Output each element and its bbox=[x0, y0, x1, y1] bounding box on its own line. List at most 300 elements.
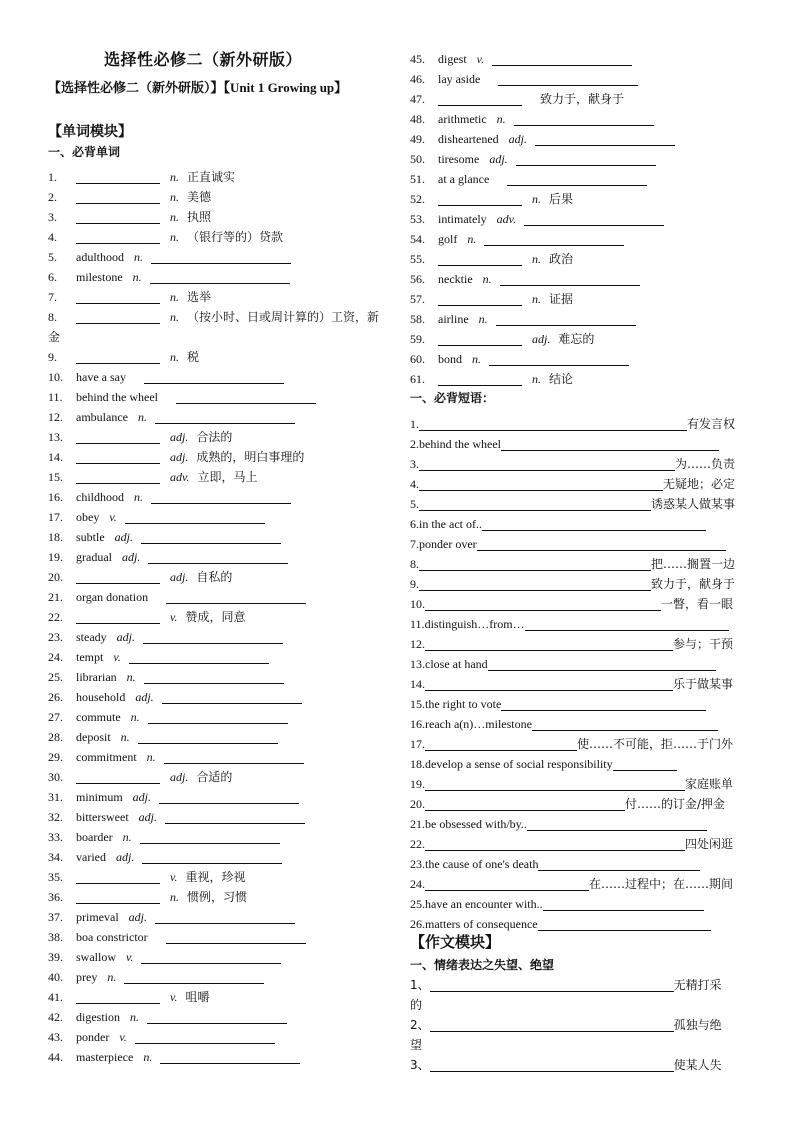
vocab-pos: adj. bbox=[115, 850, 135, 864]
vocab-pos: adj. bbox=[508, 132, 527, 146]
vocab-number: 3. bbox=[48, 210, 57, 224]
answer-blank[interactable] bbox=[76, 349, 160, 364]
vocab-number: 44. bbox=[48, 1050, 63, 1064]
vocab-word: lay aside bbox=[438, 72, 481, 86]
vocab-word: bittersweet bbox=[76, 810, 129, 824]
vocab-number: 5. bbox=[48, 250, 57, 264]
vocab-row bbox=[48, 607, 245, 627]
answer-blank[interactable] bbox=[176, 389, 316, 404]
vocab-number: 46. bbox=[410, 72, 425, 86]
vocab-pos: v. bbox=[476, 52, 485, 66]
phrase-text: in the act of.. bbox=[419, 517, 482, 531]
answer-blank[interactable] bbox=[430, 1057, 674, 1072]
answer-blank[interactable] bbox=[535, 131, 675, 146]
writing-heading: 一、情绪表达之失望、绝望 bbox=[410, 958, 555, 972]
phrase-text: behind the wheel bbox=[419, 437, 501, 451]
vocab-pos: n. bbox=[134, 250, 143, 264]
phrase-number: 26. bbox=[410, 917, 425, 931]
phrase-number: 7. bbox=[410, 537, 419, 551]
vocab-pos: n. bbox=[170, 890, 179, 904]
vocab-word: bond bbox=[438, 352, 462, 366]
vocab-pos: n. bbox=[126, 670, 136, 684]
vocab-row bbox=[410, 249, 573, 269]
vocab-number: 34. bbox=[48, 850, 63, 864]
vocab-pos: adj. bbox=[135, 690, 154, 704]
writing-meaning-cont: 的 bbox=[410, 998, 423, 1012]
answer-blank[interactable] bbox=[492, 51, 632, 66]
phrase-number: 9. bbox=[410, 577, 419, 591]
answer-blank[interactable] bbox=[76, 209, 160, 224]
vocab-pos: n. bbox=[130, 1010, 139, 1024]
vocab-number: 21. bbox=[48, 590, 63, 604]
vocab-pos: adj. bbox=[532, 332, 551, 346]
phrase-meaning: 在……过程中；在……期间 bbox=[589, 877, 734, 891]
answer-blank[interactable] bbox=[76, 469, 160, 484]
vocab-word: steady bbox=[76, 630, 107, 644]
answer-blank[interactable] bbox=[501, 436, 719, 451]
vocab-number: 20. bbox=[48, 570, 63, 584]
vocab-pos: adj. bbox=[170, 450, 189, 464]
answer-blank[interactable] bbox=[514, 111, 654, 126]
answer-blank[interactable] bbox=[141, 529, 281, 544]
vocab-pos: adv. bbox=[496, 212, 517, 226]
vocab-row bbox=[48, 547, 288, 567]
vocab-word: commute bbox=[76, 710, 121, 724]
vocab-row bbox=[48, 767, 232, 787]
vocab-row bbox=[48, 727, 278, 747]
vocab-number: 6. bbox=[48, 270, 57, 284]
vocab-meaning: （按小时、日或周计算的）工资，新金 bbox=[48, 310, 380, 344]
vocab-number: 18. bbox=[48, 530, 63, 544]
answer-blank[interactable] bbox=[76, 869, 160, 884]
vocab-word: disheartened bbox=[438, 132, 499, 146]
vocab-word: airline bbox=[438, 312, 469, 326]
answer-blank[interactable] bbox=[425, 676, 673, 691]
vocab-word: subtle bbox=[76, 530, 105, 544]
vocab-row bbox=[410, 269, 640, 289]
phrase-meaning: 家庭账单 bbox=[685, 777, 734, 791]
vocab-word: organ donation bbox=[76, 590, 149, 604]
answer-blank[interactable] bbox=[419, 556, 651, 571]
answer-blank[interactable] bbox=[507, 171, 647, 186]
vocab-row bbox=[48, 567, 232, 587]
phrase-meaning: 诱惑某人做某事 bbox=[651, 497, 736, 511]
vocab-word: household bbox=[76, 690, 126, 704]
answer-blank[interactable] bbox=[76, 429, 160, 444]
vocab-number: 60. bbox=[410, 352, 425, 366]
answer-blank[interactable] bbox=[142, 849, 282, 864]
vocab-row bbox=[48, 707, 288, 727]
answer-blank[interactable] bbox=[76, 609, 160, 624]
vocab-pos: n. bbox=[478, 312, 488, 326]
answer-blank[interactable] bbox=[425, 836, 685, 851]
vocab-number: 25. bbox=[48, 670, 63, 684]
vocab-pos: adv. bbox=[170, 470, 190, 484]
phrase-row bbox=[410, 894, 746, 914]
answer-blank[interactable] bbox=[525, 616, 729, 631]
phrase-number: 20. bbox=[410, 797, 425, 811]
phrase-row bbox=[410, 514, 746, 534]
vocab-word: tempt bbox=[76, 650, 104, 664]
phrase-text: the cause of one's death bbox=[425, 857, 539, 871]
answer-blank[interactable] bbox=[76, 569, 160, 584]
phrase-meaning: 四处闲逛 bbox=[685, 837, 734, 851]
vocab-number: 40. bbox=[48, 970, 63, 984]
vocab-number: 26. bbox=[48, 690, 63, 704]
phrase-meaning: 乐于做某事 bbox=[673, 677, 734, 691]
answer-blank[interactable] bbox=[419, 576, 651, 591]
writing-number: 3、 bbox=[410, 1058, 430, 1072]
answer-blank[interactable] bbox=[159, 789, 299, 804]
answer-blank[interactable] bbox=[419, 496, 651, 511]
vocab-row bbox=[410, 209, 664, 229]
vocab-pos: n. bbox=[130, 710, 140, 724]
answer-blank[interactable] bbox=[498, 71, 638, 86]
vocab-number: 9. bbox=[48, 350, 57, 364]
vocab-word: primeval bbox=[76, 910, 119, 924]
answer-blank[interactable] bbox=[488, 656, 717, 671]
phrase-row bbox=[410, 754, 746, 774]
phrase-number: 3. bbox=[410, 457, 419, 471]
answer-blank[interactable] bbox=[425, 776, 685, 791]
answer-blank[interactable] bbox=[76, 889, 160, 904]
vocab-word: ponder bbox=[76, 1030, 110, 1044]
phrase-number: 18. bbox=[410, 757, 425, 771]
answer-blank[interactable] bbox=[76, 169, 160, 184]
vocab-pos: adj. bbox=[170, 770, 189, 784]
phrase-row bbox=[410, 654, 746, 674]
answer-blank[interactable] bbox=[438, 331, 522, 346]
phrase-number: 21. bbox=[410, 817, 425, 831]
answer-blank[interactable] bbox=[164, 749, 304, 764]
answer-blank[interactable] bbox=[538, 856, 700, 871]
answer-blank[interactable] bbox=[124, 969, 264, 984]
answer-blank[interactable] bbox=[419, 476, 663, 491]
phrase-row bbox=[410, 854, 746, 874]
vocab-word: digest bbox=[438, 52, 467, 66]
vocab-meaning: 难忘的 bbox=[558, 332, 595, 346]
vocab-number: 54. bbox=[410, 232, 425, 246]
vocab-word: obey bbox=[76, 510, 100, 524]
answer-blank[interactable] bbox=[425, 796, 625, 811]
vocab-row bbox=[48, 867, 245, 887]
vocab-row bbox=[410, 229, 624, 249]
vocab-pos: n. bbox=[137, 410, 147, 424]
vocab-row bbox=[48, 807, 305, 827]
phrase-number: 19. bbox=[410, 777, 425, 791]
answer-blank[interactable] bbox=[500, 271, 640, 286]
vocab-row bbox=[410, 369, 573, 389]
section-writing: 【作文模块】 bbox=[410, 933, 501, 951]
answer-blank[interactable] bbox=[430, 977, 674, 992]
subtitle-suffix: 】 bbox=[334, 81, 348, 96]
phrase-meaning: 一瞥，看一眼 bbox=[661, 597, 734, 611]
answer-blank[interactable] bbox=[532, 716, 718, 731]
vocab-number: 47. bbox=[410, 92, 425, 106]
vocab-pos: n. bbox=[170, 210, 179, 224]
answer-blank[interactable] bbox=[438, 251, 522, 266]
writing-meaning: 使某人失 bbox=[673, 1058, 722, 1072]
answer-blank[interactable] bbox=[425, 876, 589, 891]
vocab-number: 11. bbox=[48, 390, 63, 404]
answer-blank[interactable] bbox=[425, 736, 577, 751]
vocab-row bbox=[48, 887, 247, 907]
vocab-meaning: 自私的 bbox=[196, 570, 233, 584]
vocab-number: 52. bbox=[410, 192, 425, 206]
vocab-pos: v. bbox=[109, 510, 117, 524]
vocab-number: 49. bbox=[410, 132, 425, 146]
phrase-row bbox=[410, 634, 746, 654]
answer-blank[interactable] bbox=[527, 816, 707, 831]
answer-blank[interactable] bbox=[144, 669, 284, 684]
vocab-meaning: 税 bbox=[187, 350, 200, 364]
phrase-meaning: 无疑地；必定 bbox=[663, 477, 736, 491]
vocab-pos: n. bbox=[496, 112, 506, 126]
answer-blank[interactable] bbox=[613, 756, 677, 771]
vocab-number: 27. bbox=[48, 710, 63, 724]
answer-blank[interactable] bbox=[419, 416, 687, 431]
vocab-heading: 一、必背单词 bbox=[48, 145, 121, 159]
phrase-number: 17. bbox=[410, 737, 425, 751]
vocab-pos: v. bbox=[119, 1030, 127, 1044]
answer-blank[interactable] bbox=[482, 516, 707, 531]
vocab-number: 23. bbox=[48, 630, 63, 644]
vocab-number: 33. bbox=[48, 830, 63, 844]
phrase-number: 11. bbox=[410, 617, 425, 631]
vocab-row bbox=[410, 169, 647, 189]
phrase-number: 14. bbox=[410, 677, 425, 691]
vocab-row bbox=[48, 847, 282, 867]
answer-blank[interactable] bbox=[148, 709, 288, 724]
vocab-number: 28. bbox=[48, 730, 63, 744]
vocab-pos: n. bbox=[472, 352, 481, 366]
answer-blank[interactable] bbox=[489, 351, 629, 366]
answer-blank[interactable] bbox=[141, 949, 281, 964]
vocab-number: 50. bbox=[410, 152, 425, 166]
phrase-row bbox=[410, 694, 746, 714]
vocab-pos: adj. bbox=[138, 810, 157, 824]
phrase-number: 25. bbox=[410, 897, 425, 911]
phrase-row bbox=[410, 534, 746, 554]
vocab-number: 8. bbox=[48, 310, 57, 324]
vocab-number: 58. bbox=[410, 312, 425, 326]
answer-blank[interactable] bbox=[538, 916, 712, 931]
answer-blank[interactable] bbox=[162, 689, 302, 704]
writing-row bbox=[410, 1015, 746, 1055]
answer-blank[interactable] bbox=[151, 489, 291, 504]
vocab-row bbox=[48, 427, 232, 447]
vocab-meaning: 咀嚼 bbox=[185, 990, 210, 1004]
answer-blank[interactable] bbox=[129, 649, 269, 664]
vocab-meaning: 惯例，习惯 bbox=[187, 890, 248, 904]
vocab-word: intimately bbox=[438, 212, 487, 226]
vocab-word: varied bbox=[76, 850, 106, 864]
answer-blank[interactable] bbox=[76, 449, 160, 464]
vocab-number: 19. bbox=[48, 550, 63, 564]
answer-blank[interactable] bbox=[155, 409, 295, 424]
section-vocab: 【单词模块】 bbox=[48, 124, 132, 140]
vocab-word: childhood bbox=[76, 490, 124, 504]
vocab-pos: n. bbox=[532, 192, 541, 206]
vocab-pos: v. bbox=[170, 610, 178, 624]
answer-blank[interactable] bbox=[543, 896, 705, 911]
vocab-row bbox=[410, 109, 654, 129]
vocab-row bbox=[48, 587, 306, 607]
answer-blank[interactable] bbox=[148, 549, 288, 564]
vocab-row bbox=[410, 189, 573, 209]
writing-meaning: 无精打采 bbox=[673, 978, 722, 992]
answer-blank[interactable] bbox=[524, 211, 664, 226]
answer-blank[interactable] bbox=[438, 91, 522, 106]
vocab-number: 12. bbox=[48, 410, 63, 424]
answer-blank[interactable] bbox=[165, 809, 305, 824]
vocab-number: 42. bbox=[48, 1010, 63, 1024]
vocab-meaning: 执照 bbox=[187, 210, 212, 224]
vocab-row bbox=[48, 447, 304, 467]
answer-blank[interactable] bbox=[155, 909, 295, 924]
answer-blank[interactable] bbox=[150, 269, 290, 284]
phrase-row bbox=[410, 714, 746, 734]
phrase-text: distinguish…from… bbox=[424, 617, 525, 631]
vocab-number: 24. bbox=[48, 650, 63, 664]
vocab-number: 38. bbox=[48, 930, 63, 944]
answer-blank[interactable] bbox=[160, 1049, 300, 1064]
answer-blank[interactable] bbox=[76, 189, 160, 204]
phrase-number: 1. bbox=[410, 417, 419, 431]
answer-blank[interactable] bbox=[125, 509, 265, 524]
answer-blank[interactable] bbox=[76, 989, 160, 1004]
vocab-row bbox=[410, 289, 573, 309]
vocab-number: 61. bbox=[410, 372, 425, 386]
vocab-row bbox=[48, 347, 199, 367]
vocab-word: gradual bbox=[76, 550, 112, 564]
answer-blank[interactable] bbox=[484, 231, 624, 246]
answer-blank[interactable] bbox=[166, 589, 306, 604]
answer-blank[interactable] bbox=[151, 249, 291, 264]
phrase-row bbox=[410, 414, 746, 434]
phrase-row bbox=[410, 454, 746, 474]
answer-blank[interactable] bbox=[419, 456, 675, 471]
subtitle bbox=[48, 78, 386, 99]
vocab-row bbox=[410, 149, 656, 169]
answer-blank[interactable] bbox=[516, 151, 656, 166]
writing-number: 2、 bbox=[410, 1018, 430, 1032]
answer-blank[interactable] bbox=[430, 1017, 674, 1032]
vocab-pos: n. bbox=[482, 272, 492, 286]
phrase-text: the right to vote bbox=[425, 697, 502, 711]
answer-blank[interactable] bbox=[143, 629, 283, 644]
answer-blank[interactable] bbox=[425, 636, 673, 651]
vocab-meaning: 致力于，献身于 bbox=[540, 92, 625, 106]
answer-blank[interactable] bbox=[140, 829, 280, 844]
phrase-row bbox=[410, 474, 746, 494]
vocab-row bbox=[410, 129, 675, 149]
vocab-word: librarian bbox=[76, 670, 117, 684]
phrase-meaning: 致力于，献身于 bbox=[651, 577, 736, 591]
vocab-row bbox=[48, 267, 290, 287]
vocab-row bbox=[48, 1027, 275, 1047]
vocab-pos: adj. bbox=[132, 790, 152, 804]
vocab-word: behind the wheel bbox=[76, 390, 158, 404]
vocab-meaning: 证据 bbox=[549, 292, 574, 306]
answer-blank[interactable] bbox=[147, 1009, 287, 1024]
phrase-text: develop a sense of social responsibility bbox=[425, 757, 613, 771]
answer-blank[interactable] bbox=[76, 309, 160, 324]
writing-meaning-cont: 望 bbox=[410, 1038, 423, 1052]
vocab-row bbox=[48, 287, 211, 307]
phrase-meaning: 参与；干预 bbox=[673, 637, 734, 651]
answer-blank[interactable] bbox=[76, 769, 160, 784]
vocab-row bbox=[48, 687, 302, 707]
vocab-row bbox=[48, 1007, 287, 1027]
vocab-number: 53. bbox=[410, 212, 425, 226]
writing-number: 1、 bbox=[410, 978, 430, 992]
answer-blank[interactable] bbox=[496, 311, 636, 326]
vocab-row bbox=[48, 407, 295, 427]
vocab-row bbox=[48, 307, 386, 347]
vocab-pos: n. bbox=[170, 230, 179, 244]
writing-meaning: 孤独与绝 bbox=[673, 1018, 722, 1032]
phrase-row bbox=[410, 794, 746, 814]
phrase-number: 6. bbox=[410, 517, 419, 531]
vocab-meaning: 成熟的，明白事理的 bbox=[196, 450, 305, 464]
vocab-row bbox=[48, 467, 257, 487]
vocab-row bbox=[410, 69, 638, 89]
phrase-row bbox=[410, 594, 746, 614]
vocab-row bbox=[48, 1047, 300, 1067]
vocab-row bbox=[48, 367, 284, 387]
answer-blank[interactable] bbox=[166, 929, 306, 944]
vocab-number: 31. bbox=[48, 790, 63, 804]
answer-blank[interactable] bbox=[76, 289, 160, 304]
subtitle-unit: Unit 1 Growing up bbox=[230, 80, 335, 95]
phrase-row bbox=[410, 734, 746, 754]
vocab-number: 51. bbox=[410, 172, 425, 186]
phrase-meaning: 把……搁置一边 bbox=[651, 557, 736, 571]
phrase-meaning: 付……的订金/押金 bbox=[625, 797, 726, 811]
answer-blank[interactable] bbox=[477, 536, 726, 551]
answer-blank[interactable] bbox=[425, 596, 661, 611]
answer-blank[interactable] bbox=[135, 1029, 275, 1044]
vocab-pos: n. bbox=[120, 730, 130, 744]
answer-blank[interactable] bbox=[438, 191, 522, 206]
vocab-word: boa constrictor bbox=[76, 930, 148, 944]
answer-blank[interactable] bbox=[501, 696, 705, 711]
vocab-meaning: 赞成，同意 bbox=[185, 610, 246, 624]
vocab-number: 1. bbox=[48, 170, 57, 184]
answer-blank[interactable] bbox=[438, 291, 522, 306]
vocab-pos: n. bbox=[170, 350, 179, 364]
vocab-word: golf bbox=[438, 232, 458, 246]
answer-blank[interactable] bbox=[144, 369, 284, 384]
vocab-row bbox=[410, 349, 629, 369]
phrase-number: 15. bbox=[410, 697, 425, 711]
vocab-word: masterpiece bbox=[76, 1050, 134, 1064]
vocab-pos: v. bbox=[113, 650, 121, 664]
phrase-number: 10. bbox=[410, 597, 425, 611]
answer-blank[interactable] bbox=[138, 729, 278, 744]
phrase-meaning: 使……不可能，拒……于门外 bbox=[577, 737, 734, 751]
vocab-word: boarder bbox=[76, 830, 113, 844]
vocab-number: 32. bbox=[48, 810, 63, 824]
answer-blank[interactable] bbox=[76, 229, 160, 244]
vocab-pos: n. bbox=[143, 1050, 153, 1064]
answer-blank[interactable] bbox=[438, 371, 522, 386]
vocab-number: 45. bbox=[410, 52, 425, 66]
vocab-pos: v. bbox=[126, 950, 134, 964]
writing-row bbox=[410, 975, 746, 1015]
vocab-pos: adj. bbox=[170, 570, 189, 584]
